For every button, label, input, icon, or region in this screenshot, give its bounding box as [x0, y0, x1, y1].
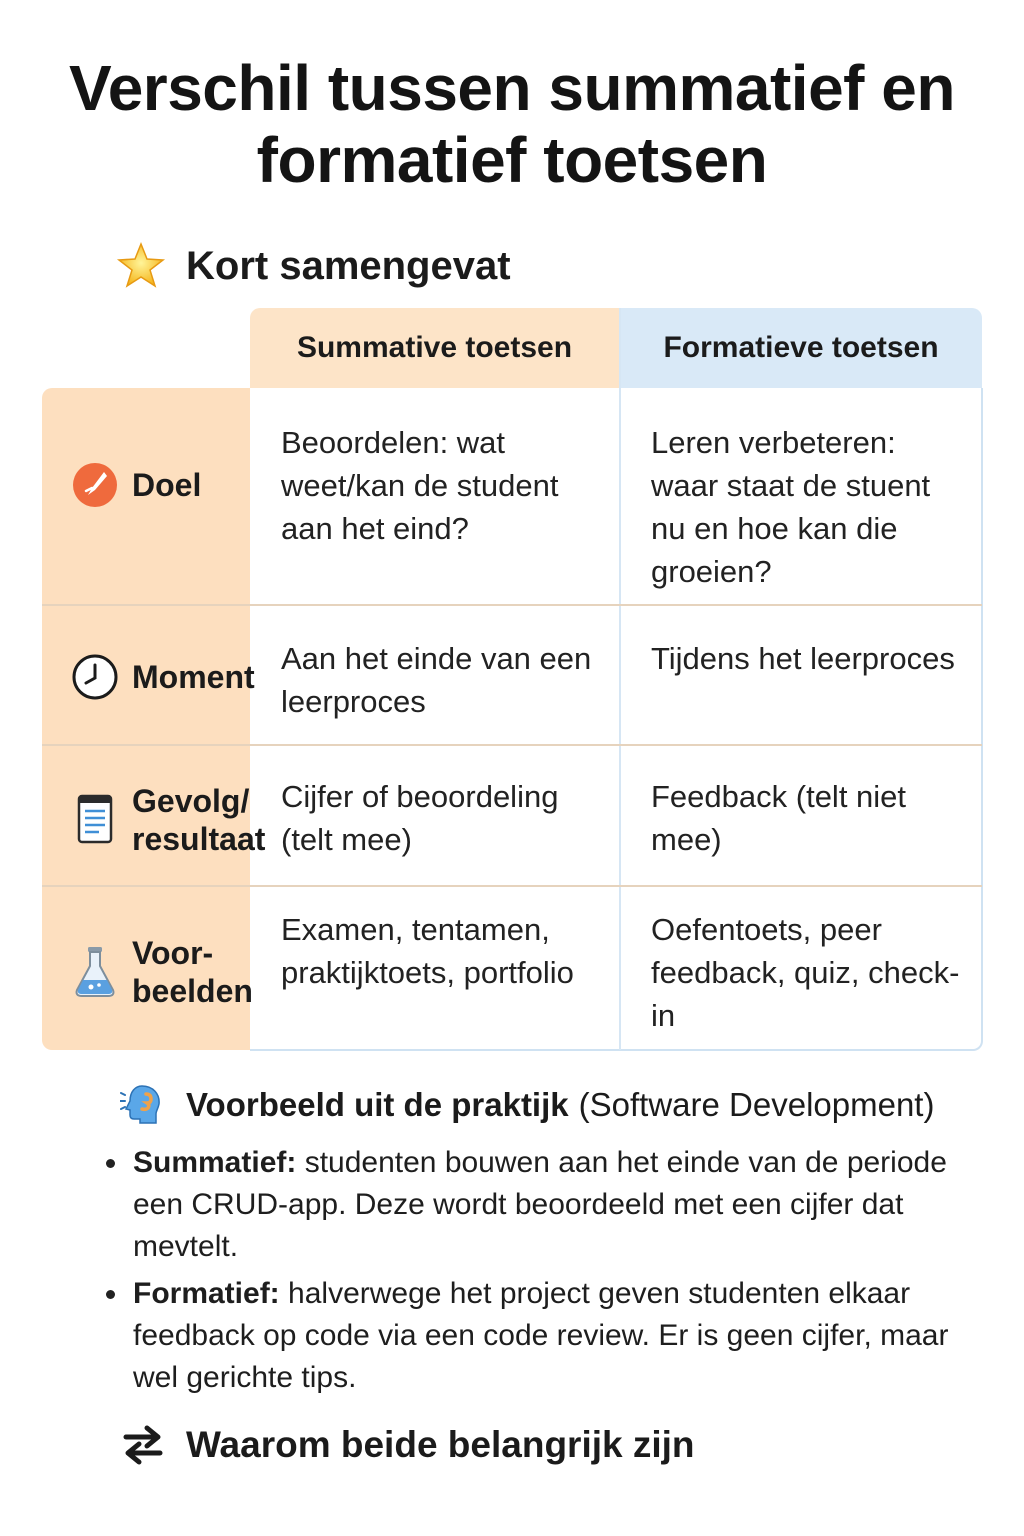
list-item-text: halverwege het project geven studenten elkaar feedback op code via een code review. Er is geen cijfer, maar wel gerichte tips.	[133, 1277, 949, 1394]
cell-gevolg-summatief: Cijfer of beoordeling (telt mee)	[281, 779, 559, 857]
cell-moment-formatief: Tijdens het leerproces	[651, 641, 955, 676]
title-line-1: Verschil tussen summatief en	[69, 52, 955, 124]
row-label-line-2: beelden	[132, 973, 253, 1009]
column-header-summatief: Summative toetsen	[250, 308, 619, 388]
cell-doel-summatief: Beoordelen: wat weet/kan de student aan het eind?	[281, 425, 559, 546]
row-label-text: Moment	[132, 659, 255, 695]
cell-voorbeelden-formatief: Oefentoets, peer feedback, quiz, check-in	[651, 912, 960, 1033]
list-item-label: Formatief:	[133, 1277, 280, 1310]
bullet-dot	[106, 1159, 115, 1168]
example-heading	[120, 1080, 934, 1130]
cell-gevolg-formatief: Feedback (telt niet mee)	[651, 779, 907, 857]
row-label-line-1: Voor-	[132, 935, 214, 971]
list-item	[100, 1273, 980, 1399]
row-label-line-1: Gevolg/	[132, 783, 250, 819]
list-item-text: studenten bouwen aan het einde van de periode een CRUD-app. Deze wordt beoordeeld met een cijfer dat mevtelt.	[133, 1146, 947, 1263]
star-icon	[116, 241, 166, 291]
example-list	[100, 1142, 980, 1404]
row-label-text: Doel	[132, 467, 202, 503]
list-item	[100, 1142, 980, 1268]
cell-moment-summatief: Aan het einde van een leerproces	[281, 641, 592, 719]
column-divider	[619, 308, 621, 1050]
row-divider	[42, 885, 982, 887]
cell-voorbeelden-summatief: Examen, tentamen, praktijktoets, portfolio	[281, 912, 574, 990]
cell-doel-formatief: Leren verbeteren: waar staat de stuent nu en hoe kan die groeien?	[651, 425, 931, 589]
example-heading-normal: (Software Development)	[578, 1086, 935, 1123]
summary-heading-text: Kort samengevat	[186, 243, 511, 288]
row-divider	[42, 744, 982, 746]
speaking-head-icon	[120, 1081, 168, 1129]
example-heading-bold: Voorbeeld uit de praktijk	[186, 1086, 569, 1123]
column-header-formatief: Formatieve toetsen	[620, 308, 982, 388]
target-icon	[70, 460, 120, 510]
row-label-line-2: resultaat	[132, 821, 266, 857]
page-title	[0, 52, 1024, 196]
why-heading	[120, 1418, 695, 1472]
clock-icon	[70, 652, 120, 702]
row-label-voorbeelden	[42, 930, 262, 1014]
row-label-gevolg	[42, 778, 266, 862]
flask-icon	[70, 947, 120, 997]
arrows-exchange-icon	[120, 1422, 166, 1468]
why-heading-text: Waarom beide belangrijk zijn	[186, 1424, 695, 1465]
row-label-doel	[42, 460, 262, 510]
document-icon	[70, 795, 120, 845]
summary-heading	[116, 238, 511, 294]
list-item-label: Summatief:	[133, 1146, 297, 1179]
bullet-dot	[106, 1290, 115, 1299]
row-label-moment	[42, 652, 262, 702]
title-line-2: formatief toetsen	[256, 124, 768, 196]
row-divider	[42, 604, 982, 606]
